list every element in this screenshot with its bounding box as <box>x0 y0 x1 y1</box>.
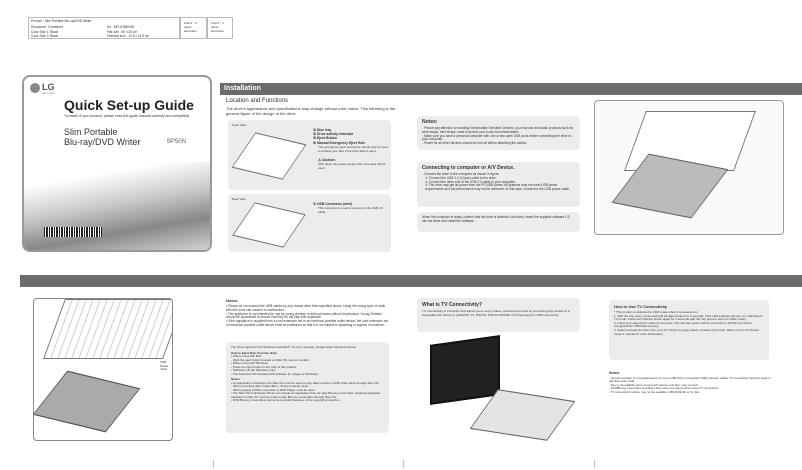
eject-item: - The Software CD includes DVD software for usage for Windows. <box>231 371 319 376</box>
note-item: - Due to compatibility issue of some A/V devices and disc, may not work. <box>609 382 699 387</box>
tv-illustration <box>430 335 500 405</box>
eject-item: • Software CD (for Windows only) <box>231 368 276 372</box>
cover-panel <box>22 75 212 252</box>
step: ① Connect the USB 2.0 (Y-type) cable to the drive. <box>425 175 497 180</box>
note-item: • Please do not connect the USB cables by any means other than specified above. Using the wrong type of cable with this drive can cause it to malfunction. <box>226 304 386 312</box>
spec-document: Document : Combined <box>31 25 63 29</box>
item-disc-tray: ① Disc tray <box>313 128 332 132</box>
connecting-intro: - Connect the drive to the computer as shown in figure. <box>422 172 500 176</box>
rear-text: This connector is used to connect to the USB 2.0 cable. <box>318 206 384 214</box>
usb-power-label: USB Power cable <box>160 360 169 372</box>
notes-title: Notes: <box>422 119 438 125</box>
front-view-box <box>228 120 391 190</box>
laptop-keyboard-illustration <box>43 299 173 359</box>
eject-item: - Click the eject button located on Mac OS menu or toolbar. <box>231 357 310 362</box>
mac-notes-title: Notes: <box>231 377 241 381</box>
drive-illustration <box>33 371 140 433</box>
section-intro: The drive's appearance and specifications may change without prior notice. This following is the general figure of the design of the drive. <box>226 106 396 116</box>
front-items <box>313 128 365 145</box>
tagline: Life's Good <box>42 92 55 95</box>
barcode <box>44 227 102 237</box>
eject-item: • When using with Windows <box>231 361 268 365</box>
tv-text: TV Connectivity is a function that allows you to enjoy videos, pictures and music by connecting this product to a compatible A/V device (e.g.DIGITAL TV, DIGITAL PHOTO FRAME, PC) that supports USB connectivity. <box>422 309 570 317</box>
notes-esd-box <box>417 116 580 150</box>
ready-box: When the computer is ready, confirm that the drive is detected. And then, insert the supplied software CD into the drive and install the software. <box>417 212 580 232</box>
lg-logo-icon <box>30 83 40 93</box>
step: ② Connect the other end of the USB 2.0 cable to your computer. <box>425 179 516 184</box>
howto-item: * This product is defaulted to ODD mode when it is powered on. <box>614 310 699 314</box>
howto-box <box>609 300 769 360</box>
notes-usb-section <box>226 298 391 328</box>
rear-item: ① USB Connector (mini) <box>313 202 353 206</box>
eject-note: The emergency eject procedure should only be used to retrieve your disc if the drive fails to eject. <box>318 145 388 153</box>
note-item: • The appliance is not intended for use by young children or infirm persons without supervision. Young Children should be supervised to ensure that they do not play with appliance. <box>226 311 383 320</box>
fold2-spec: Fold 2 : 4 panel accordion <box>207 17 233 39</box>
note-item: - Normal operation is not guaranteed if you use a USB hub or unspecified USB extension cables. TV connectivity functions support with files under 4GB. <box>609 376 771 384</box>
mac-note: • An application included in the Mac OS must be used to play data records or DVD video discs through Mac OS. <box>231 380 380 385</box>
item-emergency-eject: ④ Manual Emergency Eject Hole <box>313 140 366 145</box>
caution-label: Caution: <box>321 158 336 162</box>
spec-product: Product : Slim Portable Blu-ray/DVD Writer <box>31 19 92 23</box>
connecting-box <box>417 162 580 207</box>
drive-front-illustration <box>231 132 306 179</box>
step: ③ The drive may get its power from the PC/USB power. All systems may not meet USB power requirements and full performance may not be achieved. In this case, connect to the USB power cable. <box>425 183 570 192</box>
mac-note: • The Mac OS & Windows OS do not include an application that can play Blu-ray movie titles. Separate playback software for Mac OS must be used to play Blu-ray movie titles through Mac OS. <box>231 391 381 399</box>
howto-item: 2. Insert your supported media into the drive. The disc file system will be converted to FAT32 and will be recognized as USB flash memory. <box>614 320 752 329</box>
eject-title: How to Eject Disc from the drive <box>231 350 278 355</box>
drive-photo <box>24 162 212 252</box>
connection-illustration-top <box>594 100 784 235</box>
bottom-band <box>20 275 802 287</box>
howto-item: 3. Select and play the files from your A/V device to enjoy videos, pictures and music. Refer to your A/V device owner's manual for more information. <box>614 327 760 336</box>
rear-view-box <box>228 194 391 252</box>
crop-mark <box>403 460 404 468</box>
guide-title: Quick Set-up Guide <box>64 97 194 113</box>
item-activity-indicator: ② Drive activity indicator <box>313 132 354 137</box>
note-item: • If the appliance is supplied from a cord extension set or an electrical portable outlet device, the cord extension set on electrical portable outlet device must be positioned so that it is not subject to splashing or ingress of moisture. <box>226 319 388 327</box>
spec-color1: Color Side 1: Black <box>31 30 59 34</box>
eject-item: • When using with Mac <box>231 354 262 358</box>
connecting-title: Connecting to computer or A/V Device. <box>422 165 515 171</box>
mac-windows-box <box>226 342 389 433</box>
rear-view-label: Rear View <box>232 197 246 201</box>
mac-intro: The drive supports both Windows and Mac®. To use it properly, please follow directions below. <box>231 345 357 349</box>
section-title: Location and Functions <box>226 98 289 104</box>
note-item: - TV connectivity function may not be available in BD-R/RE DL or XL disc. <box>609 389 700 394</box>
spec-color2: Color Side 2: Black <box>31 34 59 38</box>
eject-item: - Press the eject button in the front of the product. <box>231 364 297 369</box>
howto-title: How to Use TV Connectivity <box>614 304 668 309</box>
notes-title: Notes: <box>226 298 239 303</box>
mac-note: - When playing a DVD movie disc: A DVD Player must be used. <box>231 387 316 392</box>
notes-tv-section <box>609 371 774 394</box>
note-item: - Please pay attention to handling Electrostatic Sensitive Devices, you may use anti-static products such as wrist straps, heel straps, mats to protect your body from electrostatic. <box>422 126 573 134</box>
installation-band: Installation <box>220 83 802 95</box>
product-line2: Blu-ray/DVD Writer <box>64 137 141 147</box>
drive-rear-illustration <box>232 202 306 247</box>
mac-note: • DVD/Blu-ray movie titles cannot be recorded because of the copyright protection. <box>231 398 341 402</box>
note-item: - Power for all other devices should be turn off before attaching the cables. <box>422 141 528 146</box>
product-line1: Slim Portable <box>64 127 118 137</box>
note-item: - DVD/Blu-ray movie titles and album titles cannot be played when using TV connectivity. <box>609 386 719 391</box>
caution-title: ⚠ Caution: <box>318 158 336 162</box>
fold1-spec: Fold 1 : 4 panel accordion <box>180 17 207 39</box>
spec-finished-size: Finished size : 12.5 x 12.5 cm <box>107 34 150 38</box>
spec-flat-size: Flat size : 90 x 25 cm <box>107 30 138 34</box>
crop-mark <box>594 460 595 468</box>
item-eject-button: ③ Eject Button <box>313 136 337 141</box>
caution-text: Shut down the power supply when this eject will be used. <box>318 162 386 170</box>
note-item: - Make sure you have a personal computer with one or two open USB ports before connecting the drive to your computer. <box>422 133 572 142</box>
print-spec-table <box>28 17 180 39</box>
notes-title: Notes: <box>609 371 620 375</box>
howto-item: 1. With the tray open, press and hold the Eject button for 3 seconds. (The LED indicator will turn on, switching to TV mode. Press and hold the button again for 3 seconds with the tray open to return to ODD mode). <box>614 313 763 322</box>
tv-title: What is TV Connectivity? <box>422 302 483 308</box>
usb-connection-figure <box>33 298 173 441</box>
model-number: BP50N <box>167 139 187 145</box>
spec-part-no: No : MFL67680030 <box>107 25 135 29</box>
tv-connectivity-box <box>417 298 580 332</box>
brand: LG <box>42 82 55 92</box>
guide-intro: To install of your product, please read this guide manual carefully and completely. <box>64 114 190 118</box>
front-view-label: Front View <box>232 123 247 127</box>
crop-mark <box>213 460 214 468</box>
mac-note: - When recording data: Finder Burn, iTunes must be used. <box>231 384 309 388</box>
